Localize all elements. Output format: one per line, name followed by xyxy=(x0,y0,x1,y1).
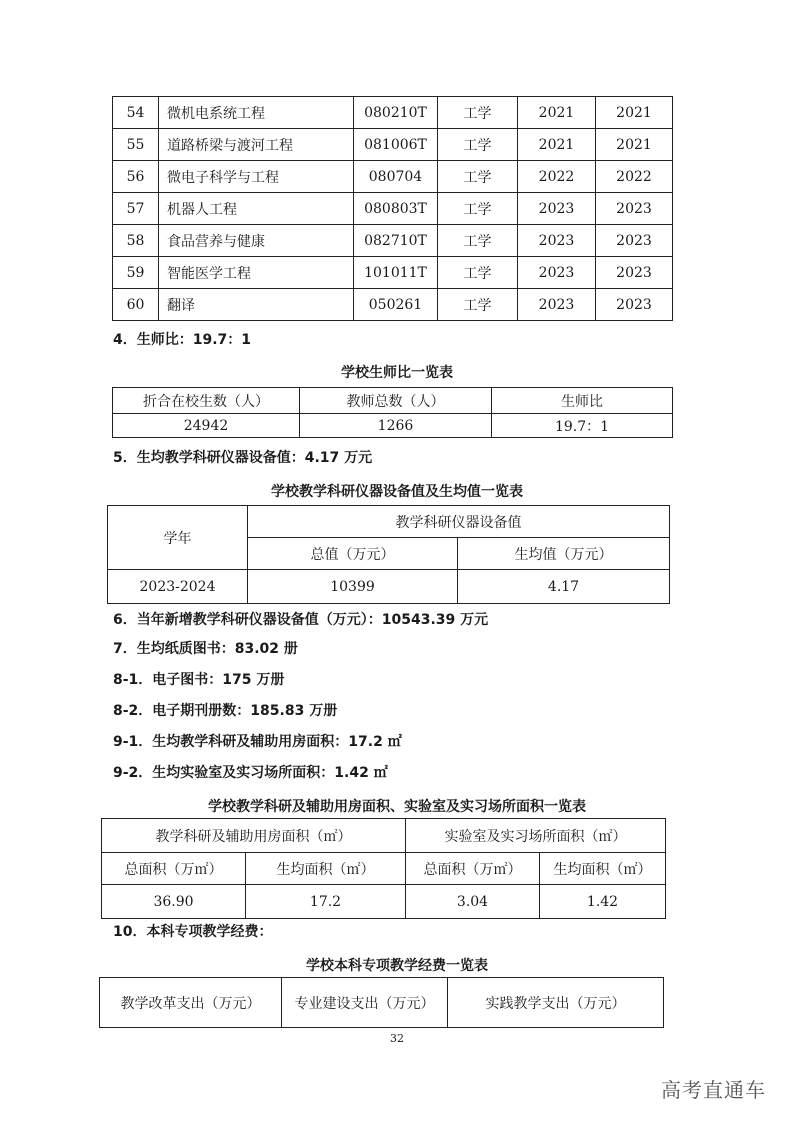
value-lab-total: 3.04 xyxy=(406,885,540,919)
value-ratio: 19.7：1 xyxy=(492,414,673,438)
student-teacher-ratio-table xyxy=(112,387,673,438)
header-reform-expense: 教学改革支出（万元） xyxy=(100,978,282,1028)
header-lab-area: 实验室及实习场所面积（㎡） xyxy=(406,819,666,853)
major-year-approved: 2023 xyxy=(518,193,596,225)
major-name: 翻译 xyxy=(159,289,354,321)
table-row xyxy=(113,97,673,129)
major-number: 58 xyxy=(113,225,159,257)
major-year-enrolled: 2023 xyxy=(596,257,673,289)
major-year-approved: 2023 xyxy=(518,257,596,289)
major-category: 工学 xyxy=(438,129,518,161)
major-category: 工学 xyxy=(438,161,518,193)
s4-heading: 4．生师比：19.7：1 xyxy=(113,332,252,348)
major-category: 工学 xyxy=(438,97,518,129)
header-lab-per-student: 生均面积（㎡） xyxy=(540,853,666,885)
equipment-value-table xyxy=(107,505,670,604)
major-category: 工学 xyxy=(438,225,518,257)
value-lab-per-student: 1.42 xyxy=(540,885,666,919)
major-category: 工学 xyxy=(438,289,518,321)
major-name: 道路桥梁与渡河工程 xyxy=(159,129,354,161)
header-total-value: 总值（万元） xyxy=(248,538,458,570)
value-teachers: 1266 xyxy=(300,414,492,438)
item-8-2: 8-2．电子期刊册数：185.83 万册 xyxy=(113,703,338,719)
header-major-building-expense: 专业建设支出（万元） xyxy=(282,978,448,1028)
value-students: 24942 xyxy=(113,414,300,438)
header-students: 折合在校生数（人） xyxy=(113,388,300,414)
major-year-approved: 2023 xyxy=(518,289,596,321)
major-number: 57 xyxy=(113,193,159,225)
header-teaching-per-student: 生均面积（㎡） xyxy=(246,853,406,885)
header-per-student-value: 生均值（万元） xyxy=(458,538,670,570)
item-9-2: 9-2．生均实验室及实习场所面积：1.42 ㎡ xyxy=(113,765,388,781)
major-year-enrolled: 2022 xyxy=(596,161,673,193)
s5-caption: 学校教学科研仪器设备值及生均值一览表 xyxy=(271,484,523,500)
major-code: 050261 xyxy=(354,289,438,321)
major-year-approved: 2023 xyxy=(518,225,596,257)
s9-caption: 学校教学科研及辅助用房面积、实验室及实习场所面积一览表 xyxy=(208,799,586,815)
item-7: 7．生均纸质图书：83.02 册 xyxy=(113,641,298,657)
major-year-approved: 2021 xyxy=(518,129,596,161)
major-category: 工学 xyxy=(438,257,518,289)
major-year-enrolled: 2023 xyxy=(596,289,673,321)
major-year-approved: 2022 xyxy=(518,161,596,193)
table-row xyxy=(113,129,673,161)
value-year: 2023-2024 xyxy=(108,570,248,604)
major-number: 54 xyxy=(113,97,159,129)
table-row xyxy=(113,225,673,257)
major-number: 56 xyxy=(113,161,159,193)
s10-heading: 10．本科专项教学经费： xyxy=(113,924,273,940)
s10-caption: 学校本科专项教学经费一览表 xyxy=(306,958,488,974)
major-code: 081006T xyxy=(354,129,438,161)
s4-caption: 学校生师比一览表 xyxy=(341,365,453,381)
header-lab-total: 总面积（万㎡） xyxy=(406,853,540,885)
major-year-enrolled: 2021 xyxy=(596,129,673,161)
header-teaching-total: 总面积（万㎡） xyxy=(102,853,246,885)
header-practice-expense: 实践教学支出（万元） xyxy=(448,978,664,1028)
watermark: 高考直通车 xyxy=(661,1078,766,1102)
header-ratio: 生师比 xyxy=(492,388,673,414)
value-total: 10399 xyxy=(248,570,458,604)
table-row xyxy=(113,257,673,289)
major-name: 食品营养与健康 xyxy=(159,225,354,257)
header-equipment-value: 教学科研仪器设备值 xyxy=(248,506,670,538)
major-category: 工学 xyxy=(438,193,518,225)
major-name: 机器人工程 xyxy=(159,193,354,225)
major-code: 101011T xyxy=(354,257,438,289)
major-year-enrolled: 2023 xyxy=(596,225,673,257)
header-year: 学年 xyxy=(108,506,248,570)
page-number: 32 xyxy=(390,1032,404,1045)
item-6: 6．当年新增教学科研仪器设备值（万元）：10543.39 万元 xyxy=(113,612,489,628)
header-teachers: 教师总数（人） xyxy=(300,388,492,414)
major-number: 59 xyxy=(113,257,159,289)
table-row xyxy=(113,289,673,321)
major-name: 智能医学工程 xyxy=(159,257,354,289)
major-code: 080803T xyxy=(354,193,438,225)
major-name: 微电子科学与工程 xyxy=(159,161,354,193)
major-year-enrolled: 2021 xyxy=(596,97,673,129)
header-teaching-area: 教学科研及辅助用房面积（㎡） xyxy=(102,819,406,853)
item-8-1: 8-1．电子图书：175 万册 xyxy=(113,672,285,688)
building-area-table xyxy=(101,818,666,919)
value-teaching-per-student: 17.2 xyxy=(246,885,406,919)
value-per-student: 4.17 xyxy=(458,570,670,604)
value-teaching-total: 36.90 xyxy=(102,885,246,919)
major-code: 080704 xyxy=(354,161,438,193)
item-9-1: 9-1．生均教学科研及辅助用房面积：17.2 ㎡ xyxy=(113,734,402,750)
major-number: 55 xyxy=(113,129,159,161)
major-code: 082710T xyxy=(354,225,438,257)
majors-table xyxy=(112,96,673,321)
table-row xyxy=(113,193,673,225)
s5-heading: 5．生均教学科研仪器设备值：4.17 万元 xyxy=(113,450,373,466)
major-name: 微机电系统工程 xyxy=(159,97,354,129)
major-number: 60 xyxy=(113,289,159,321)
major-year-enrolled: 2023 xyxy=(596,193,673,225)
teaching-funds-table xyxy=(99,977,664,1028)
table-row xyxy=(113,161,673,193)
major-year-approved: 2021 xyxy=(518,97,596,129)
major-code: 080210T xyxy=(354,97,438,129)
